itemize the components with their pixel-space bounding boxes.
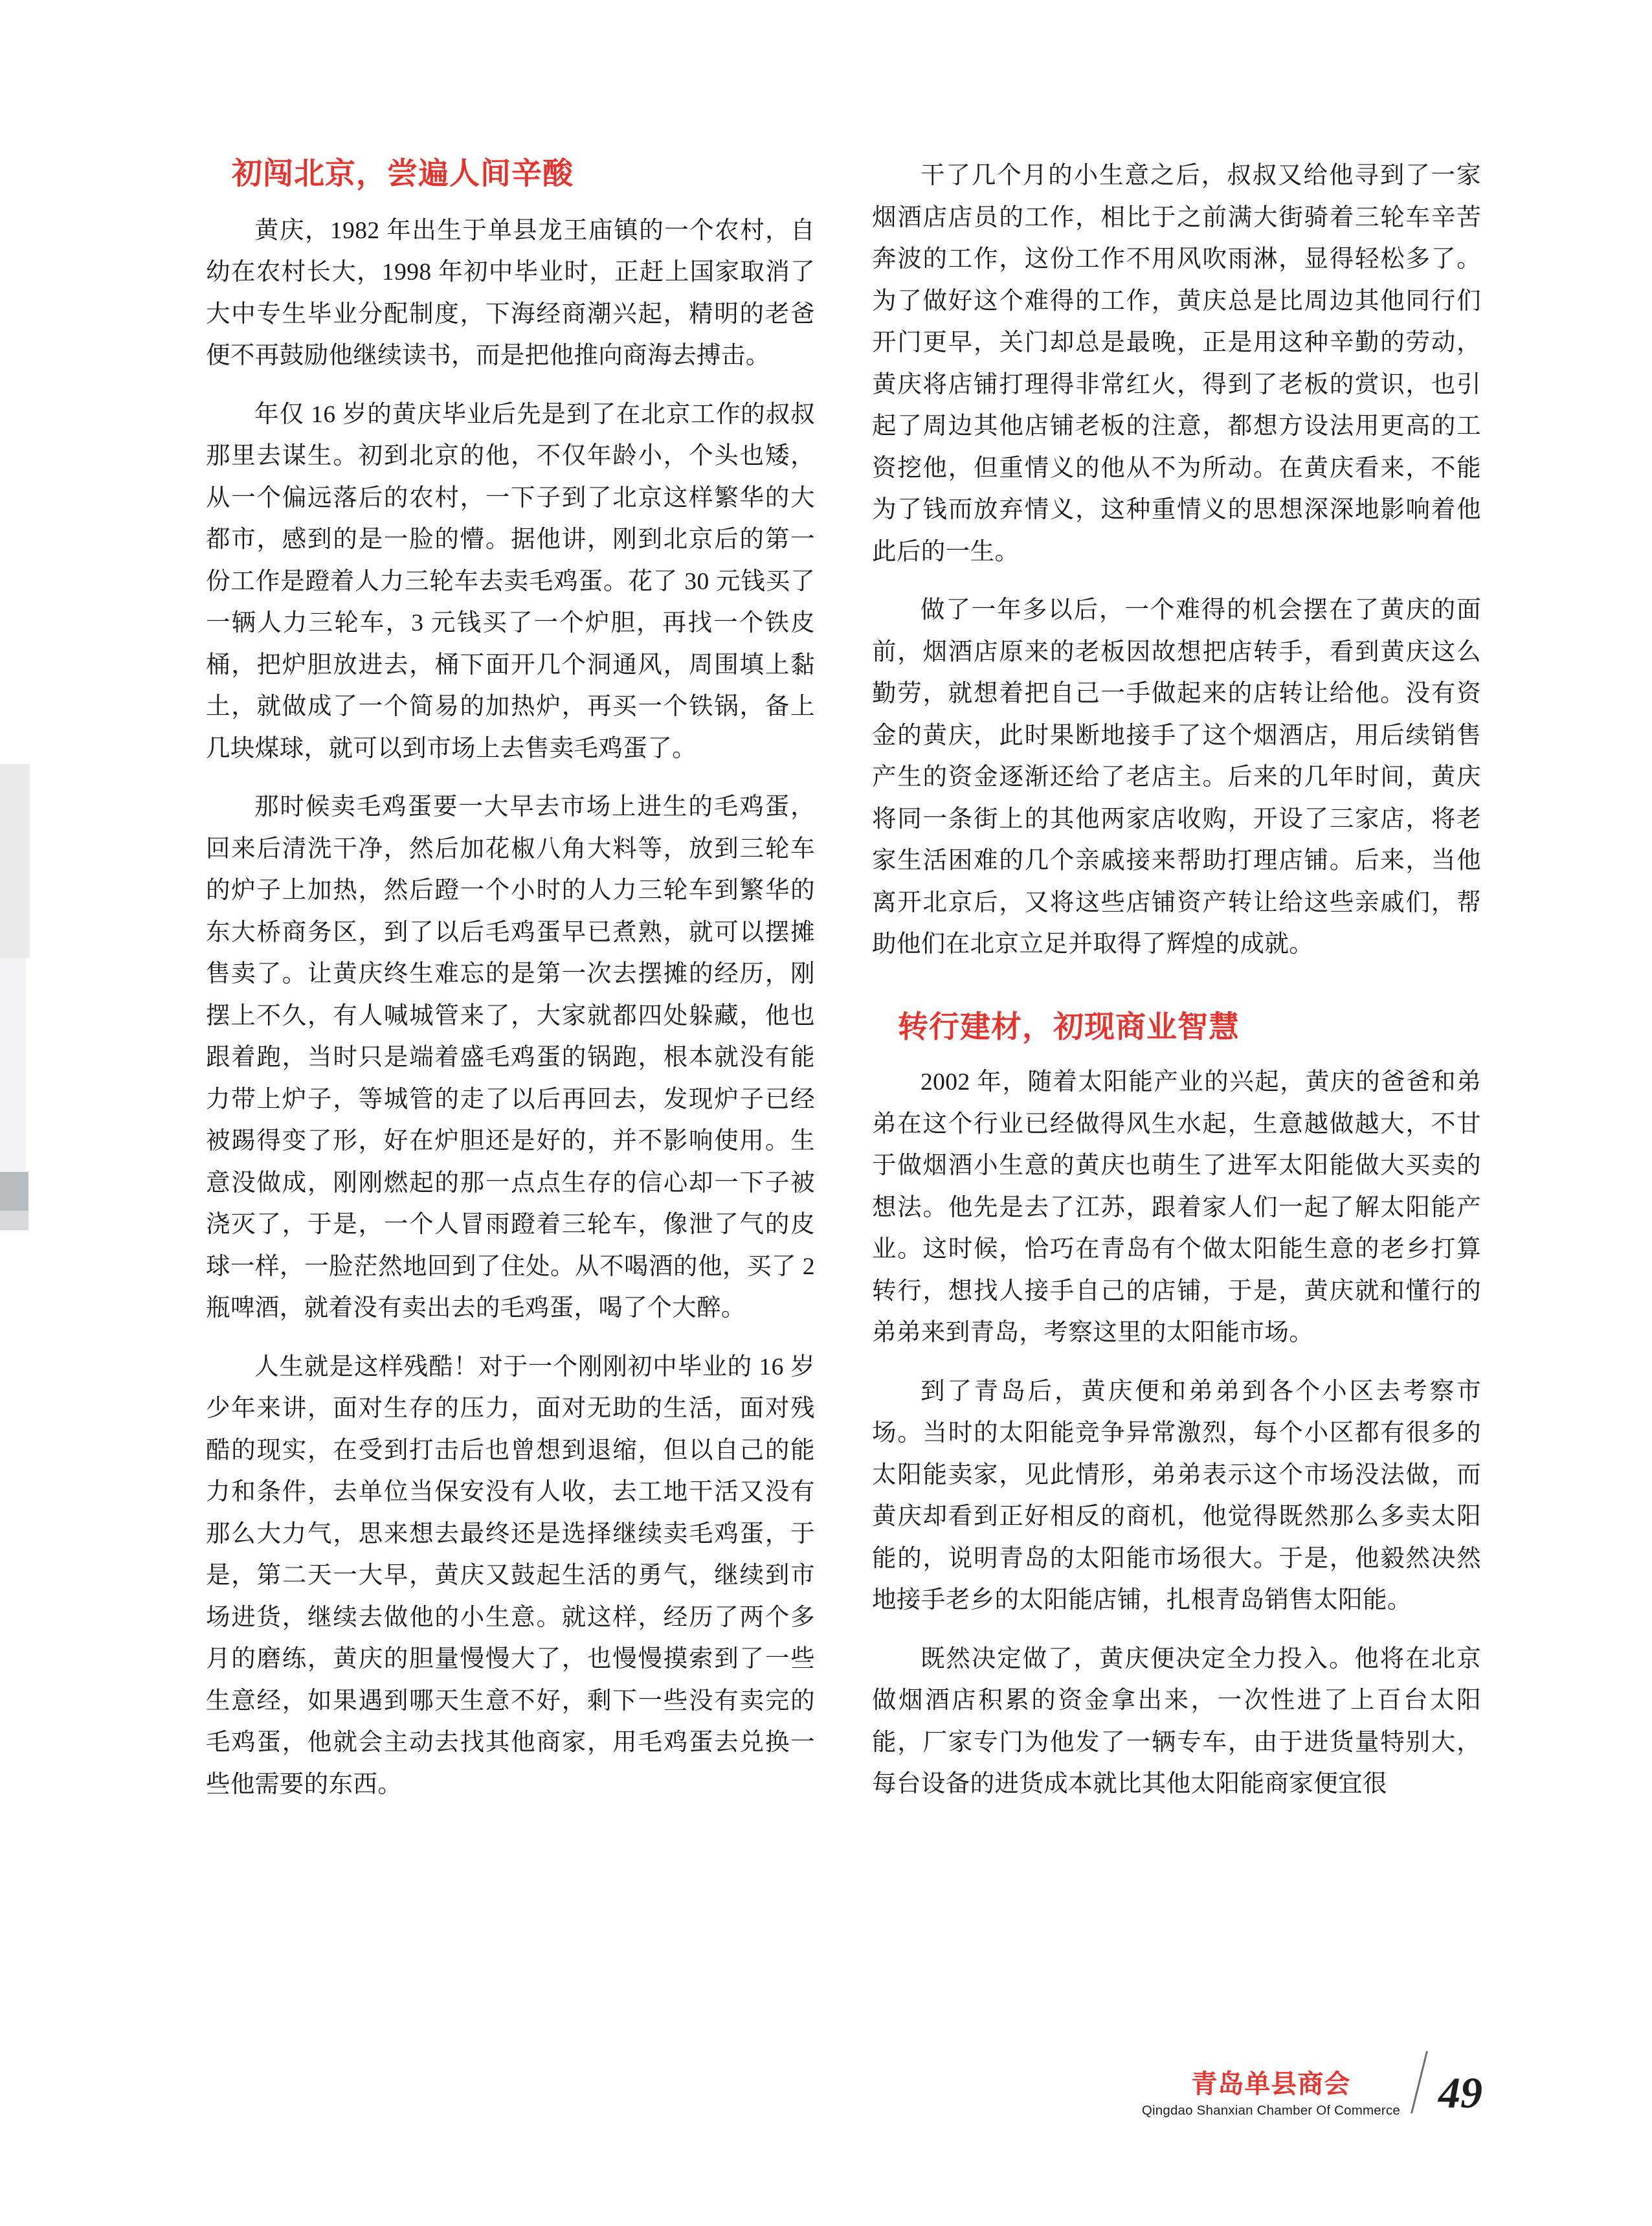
chamber-name-en: Qingdao Shanxian Chamber Of Commerce xyxy=(1141,2102,1400,2118)
paragraph: 做了一年多以后，一个难得的机会摆在了黄庆的面前，烟酒店原来的老板因故想把店转手，看到黄庆这么勤劳，就想着把自己一手做起来的店转让给他。没有资金的黄庆，此时果断地接手了这个烟酒店，用后续销售产生的资金逐渐还给了老店主。后来的几年时间，黄庆将同一条街上的其他两家店收购，开设了三家店，将老家生活困难的几个亲戚接来帮助打理店铺。后来，当他离开北京后，又将这些店铺资产转让给这些亲戚们，帮助他们在北京立足并取得了辉煌的成就。 xyxy=(872,597,1481,958)
paragraph: 人生就是这样残酷！对于一个刚刚初中毕业的 16 岁少年来讲，面对生存的压力，面对无助的生活，面对残酷的现实，在受到打击后也曾想到退缩，但以自己的能力和条件，去单位当保安没有人收，去工地干活又没有那么大力气，思来想去最终还是选择继续卖毛鸡蛋，于是，第二天一大早，黄庆又鼓起生活的勇气，继续到市场进货，继续去做他的小生意。就这样，经历了两个多月的磨练，黄庆的胆量慢慢大了，也慢慢摸索到了一些生意经，如果遇到哪天生意不好，剩下一些没有卖完的毛鸡蛋，他就会主动去找其他商家，用毛鸡蛋去兑换一些他需要的东西。 xyxy=(206,1353,815,1798)
paragraph: 干了几个月的小生意之后，叔叔又给他寻到了一家烟酒店店员的工作，相比于之前满大街骑着三轮车辛苦奔波的工作，这份工作不用风吹雨淋，显得轻松多了。为了做好这个难得的工作，黄庆总是比周边其他同行们开门更早，关门却总是最晚，正是用这种辛勤的劳动，黄庆将店铺打理得非常红火，得到了老板的赏识，也引起了周边其他店铺老板的注意，都想方设法用更高的工资挖他，但重情义的他从不为所动。在黄庆看来，不能为了钱而放弃情义，这种重情义的思想深深地影响着他此后的一生。 xyxy=(872,163,1481,565)
footer-divider xyxy=(1411,2051,1428,2113)
article-columns xyxy=(206,155,1481,1806)
scan-edge-artifact xyxy=(0,764,30,958)
paragraph: 2002 年，随着太阳能产业的兴起，黄庆的爸爸和弟弟在这个行业已经做得风生水起，生意越做越大，不甘于做烟酒小生意的黄庆也萌生了进军太阳能做大买卖的想法。他先是去了江苏，跟着家人们一起了解太阳能产业。这时候，恰巧在青岛有个做太阳能生意的老乡打算转行，想找人接手自己的店铺，于是，黄庆就和懂行的弟弟来到青岛，考察这里的太阳能市场。 xyxy=(872,1069,1481,1347)
paragraph: 既然决定做了，黄庆便决定全力投入。他将在北京做烟酒店积累的资金拿出来，一次性进了上百台太阳能，厂家专门为他发了一辆专车，由于进货量特别大，每台设备的进货成本就比其他太阳能商家便宜很 xyxy=(872,1645,1481,1798)
paragraph: 到了青岛后，黄庆便和弟弟到各个小区去考察市场。当时的太阳能竞争异常激烈，每个小区都有很多的太阳能卖家，见此情形，弟弟表示这个市场没法做，而黄庆却看到正好相反的商机，他觉得既然那么多卖太阳能的，说明青岛的太阳能市场很大。于是，他毅然决然地接手老乡的太阳能店铺，扎根青岛销售太阳能。 xyxy=(872,1378,1481,1614)
paragraph: 那时候卖毛鸡蛋要一大早去市场上进生的毛鸡蛋，回来后清洗干净，然后加花椒八角大料等，放到三轮车的炉子上加热，然后蹬一个小时的人力三轮车到繁华的东大桥商务区，到了以后毛鸡蛋早已煮熟，就可以摆摊售卖了。让黄庆终生难忘的是第一次去摆摊的经历，刚摆上不久，有人喊城管来了，大家就都四处躲藏，他也跟着跑，当时只是端着盛毛鸡蛋的锅跑，根本就没有能力带上炉子，等城管的走了以后再回去，发现炉子已经被踢得变了形，好在炉胆还是好的，并不影响使用。生意没做成，刚刚燃起的那一点点生存的信心却一下子被浇灭了，于是，一个人冒雨蹬着三轮车，像泄了气的皮球一样，一脸茫然地回到了住处。从不喝酒的他，买了 2 瓶啤酒，就着没有卖出去的毛鸡蛋，喝了个大醉。 xyxy=(206,794,815,1322)
paragraph: 年仅 16 岁的黄庆毕业后先是到了在北京工作的叔叔那里去谋生。初到北京的他，不仅年龄小，个头也矮，从一个偏远落后的农村，一下子到了北京这样繁华的大都市，感到的是一脸的懵。据他讲，刚到北京后的第一份工作是蹬着人力三轮车去卖毛鸡蛋。花了 30 元钱买了一辆人力三轮车，3 元钱买了一个炉胆，再找一个铁皮桶，把炉胆放进去，桶下面开几个洞通风，周围填上黏土，就做成了一个简易的加热炉，再买一个铁锅，备上几块煤球，就可以到市场上去售卖毛鸡蛋了。 xyxy=(206,401,815,762)
left-column xyxy=(206,155,815,1806)
section-heading-first: 初闯北京，尝遍人间辛酸 xyxy=(232,156,574,192)
page-footer xyxy=(1142,2051,1482,2117)
page-number: 49 xyxy=(1438,2068,1482,2117)
scan-edge-artifact xyxy=(0,958,26,1172)
scan-edge-artifact xyxy=(0,1172,28,1211)
right-column xyxy=(872,155,1481,1806)
scan-edge-artifact xyxy=(0,1211,28,1230)
paragraph: 黄庆，1982 年出生于单县龙王庙镇的一个农村，自幼在农村长大，1998 年初中毕业时，正赶上国家取消了大中专生毕业分配制度，下海经商潮兴起，精明的老爸便不再鼓励他继续读书，而是把他推向商海去搏击。 xyxy=(206,217,815,370)
chamber-name-cn: 青岛单县商会 xyxy=(1191,2069,1351,2099)
chamber-logo xyxy=(1142,2071,1400,2118)
section-heading-second: 转行建材，初现商业智慧 xyxy=(898,1009,1240,1045)
